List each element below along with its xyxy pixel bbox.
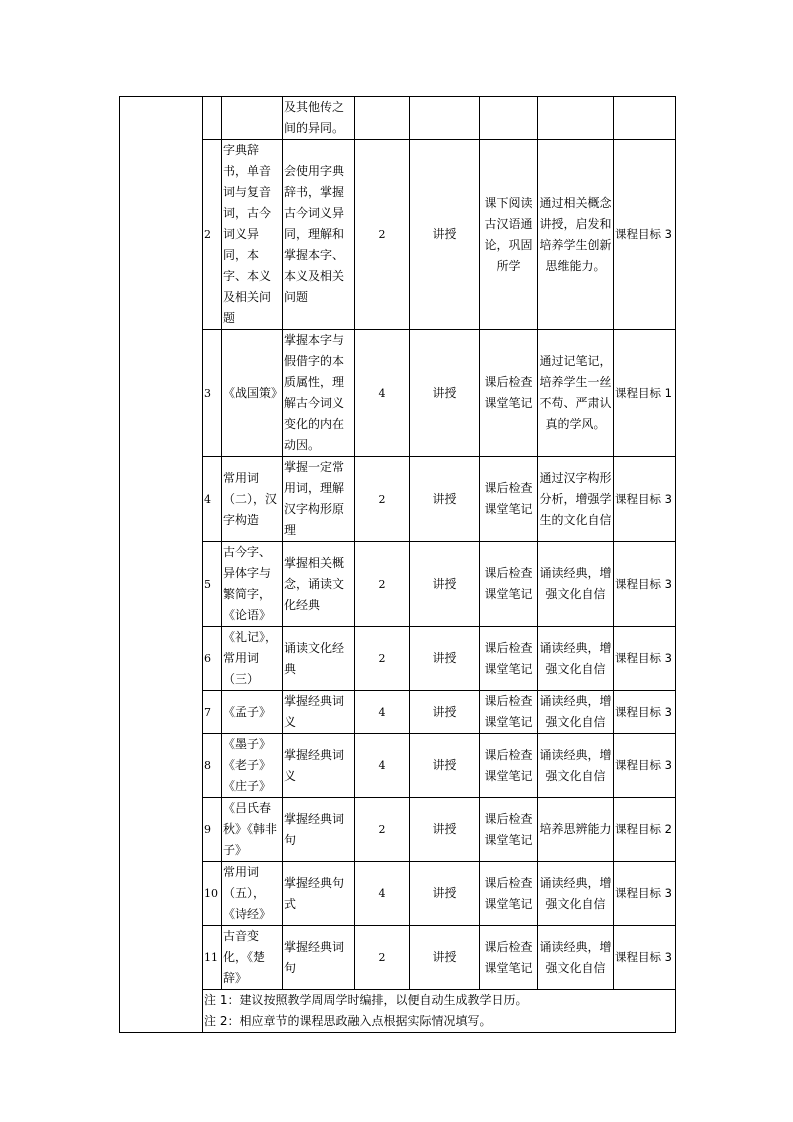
cell-chapter: 常用词（五），《诗经》: [222, 862, 283, 926]
cell-goal: 课程目标 3: [614, 542, 676, 627]
cell-ideology: 培养思辨能力: [538, 798, 614, 862]
cell-hours: 2: [355, 457, 410, 542]
cell-content: 诵读文化经典: [283, 627, 355, 691]
cell-num: 9: [203, 798, 222, 862]
cell-method: 讲授: [410, 140, 480, 330]
cell-hours: 4: [355, 734, 410, 798]
table-row: [120, 691, 676, 734]
cell-ideology: [538, 97, 614, 140]
cell-method: [410, 97, 480, 140]
table-row: [120, 627, 676, 691]
cell-assignment: 课后检查课堂笔记: [480, 457, 538, 542]
cell-assignment: 课后检查课堂笔记: [480, 627, 538, 691]
table-row: [120, 542, 676, 627]
cell-content: 掌握经典词句: [283, 926, 355, 990]
cell-num: 4: [203, 457, 222, 542]
cell-chapter: 字典辞书，单音词与复音词，古今词义异同，本字、本义及相关问题: [222, 140, 283, 330]
table-row: [120, 734, 676, 798]
cell-goal: 课程目标 3: [614, 140, 676, 330]
cell-method: 讲授: [410, 734, 480, 798]
cell-method: 讲授: [410, 798, 480, 862]
cell-goal: 课程目标 3: [614, 926, 676, 990]
cell-content: 掌握经典词义: [283, 691, 355, 734]
cell-chapter: [222, 97, 283, 140]
cell-ideology: 诵读经典，增强文化自信: [538, 926, 614, 990]
cell-ideology: 通过相关概念讲授，启发和培养学生创新思维能力。: [538, 140, 614, 330]
cell-method: 讲授: [410, 926, 480, 990]
cell-ideology: 诵读经典，增强文化自信: [538, 627, 614, 691]
table-row: [120, 140, 676, 330]
cell-goal: 课程目标 3: [614, 862, 676, 926]
cell-num: 2: [203, 140, 222, 330]
cell-chapter: 《孟子》: [222, 691, 283, 734]
cell-ideology: 通过汉字构形分析，增强学生的文化自信: [538, 457, 614, 542]
notes-row: [120, 990, 676, 1033]
cell-goal: 课程目标 3: [614, 457, 676, 542]
note-1: 注 1：建议按照教学周周学时编排，以便自动生成教学日历。: [204, 993, 528, 1007]
cell-goal: 课程目标 3: [614, 734, 676, 798]
schedule-table: [119, 96, 676, 1033]
cell-assignment: 课后检查课堂笔记: [480, 330, 538, 457]
cell-num: 7: [203, 691, 222, 734]
cell-content: 掌握经典词句: [283, 798, 355, 862]
cell-hours: 2: [355, 627, 410, 691]
cell-num: 8: [203, 734, 222, 798]
cell-goal: 课程目标 1: [614, 330, 676, 457]
cell-num: [203, 97, 222, 140]
table-row: [120, 457, 676, 542]
cell-assignment: 课后检查课堂笔记: [480, 542, 538, 627]
cell-assignment: 课后检查课堂笔记: [480, 798, 538, 862]
cell-content: 会使用字典辞书，掌握古今词义异同，理解和掌握本字、本义及相关问题: [283, 140, 355, 330]
cell-method: 讲授: [410, 862, 480, 926]
cell-chapter: 《吕氏春秋》《韩非子》: [222, 798, 283, 862]
cell-assignment: 课后检查课堂笔记: [480, 691, 538, 734]
cell-chapter: 古今字、异体字与繁简字，《论语》: [222, 542, 283, 627]
table-row: [120, 862, 676, 926]
cell-method: 讲授: [410, 542, 480, 627]
cell-goal: [614, 97, 676, 140]
cell-num: 6: [203, 627, 222, 691]
cell-content: 掌握经典句式: [283, 862, 355, 926]
cell-method: 讲授: [410, 330, 480, 457]
note-2: 注 2：相应章节的课程思政融入点根据实际情况填写。: [204, 1014, 492, 1028]
cell-ideology: 通过记笔记，培养学生一丝不苟、严肃认真的学风。: [538, 330, 614, 457]
cell-method: 讲授: [410, 627, 480, 691]
cell-hours: 2: [355, 542, 410, 627]
table-row: [120, 798, 676, 862]
cell-goal: 课程目标 3: [614, 691, 676, 734]
cell-content: 掌握本字与假借字的本质属性，理解古今词义变化的内在动因。: [283, 330, 355, 457]
cell-content: 掌握经典词义: [283, 734, 355, 798]
cell-assignment: 课后检查课堂笔记: [480, 862, 538, 926]
cell-num: 11: [203, 926, 222, 990]
cell-assignment: 课后检查课堂笔记: [480, 734, 538, 798]
cell-method: 讲授: [410, 457, 480, 542]
cell-assignment: 课下阅读古汉语通论，巩固所学: [480, 140, 538, 330]
cell-num: 5: [203, 542, 222, 627]
cell-chapter: 《墨子》《老子》《庄子》: [222, 734, 283, 798]
left-category-cell: [120, 97, 203, 1033]
notes-cell: [203, 990, 676, 1033]
cell-num: 10: [203, 862, 222, 926]
cell-hours: 2: [355, 926, 410, 990]
cell-ideology: 诵读经典，增强文化自信: [538, 862, 614, 926]
cell-goal: 课程目标 3: [614, 627, 676, 691]
cell-num: 3: [203, 330, 222, 457]
cell-content: 掌握一定常用词，理解汉字构形原理: [283, 457, 355, 542]
cell-content: 掌握相关概念，诵读文化经典: [283, 542, 355, 627]
cell-assignment: 课后检查课堂笔记: [480, 926, 538, 990]
table-row: [120, 330, 676, 457]
cell-chapter: 古音变化，《楚辞》: [222, 926, 283, 990]
cell-assignment: [480, 97, 538, 140]
cell-method: 讲授: [410, 691, 480, 734]
table-row: [120, 926, 676, 990]
cell-chapter: 《礼记》，常用词（三）: [222, 627, 283, 691]
cell-hours: 2: [355, 140, 410, 330]
cell-chapter: 《战国策》: [222, 330, 283, 457]
cell-goal: 课程目标 2: [614, 798, 676, 862]
cell-ideology: 诵读经典，增强文化自信: [538, 734, 614, 798]
cell-ideology: 诵读经典，增强文化自信: [538, 691, 614, 734]
cell-ideology: 诵读经典，增强文化自信: [538, 542, 614, 627]
cell-hours: 4: [355, 691, 410, 734]
continuation-row: [120, 97, 676, 140]
cell-hours: [355, 97, 410, 140]
cell-chapter: 常用词（二），汉字构造: [222, 457, 283, 542]
cell-hours: 4: [355, 862, 410, 926]
cell-hours: 4: [355, 330, 410, 457]
cell-hours: 2: [355, 798, 410, 862]
cell-content: 及其他传之间的异同。: [283, 97, 355, 140]
